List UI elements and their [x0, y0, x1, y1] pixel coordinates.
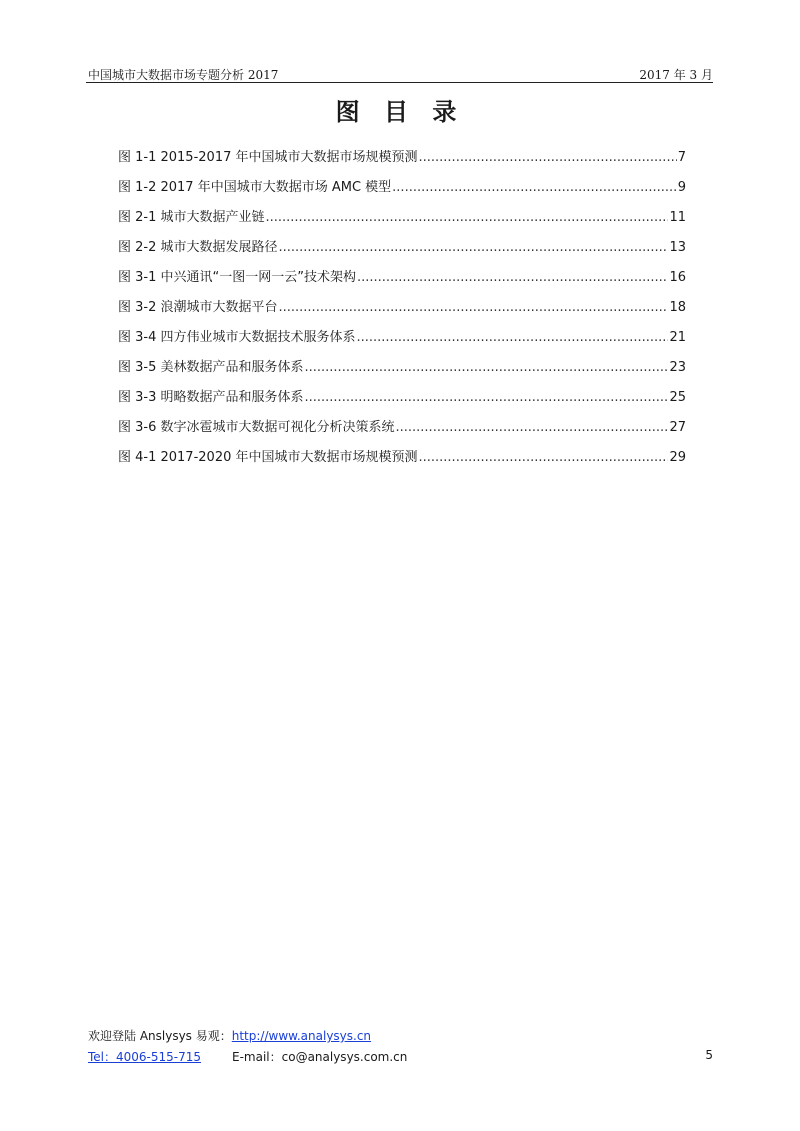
header-date: 2017 年 3 月	[639, 68, 713, 82]
toc-entry-page: 13	[669, 240, 686, 255]
toc-entry-page: 21	[669, 330, 686, 345]
toc-entry-page: 25	[669, 390, 686, 405]
toc-entry-page: 16	[669, 270, 686, 285]
toc-entry[interactable]	[118, 206, 686, 236]
toc-entry[interactable]	[118, 416, 686, 446]
phone-link[interactable]: Tel：4006-515-715	[88, 1050, 202, 1064]
toc-leader-dots	[357, 270, 668, 285]
footer-welcome-text: 欢迎登陆 Anslysys 易观：	[88, 1029, 232, 1043]
toc-entry-label: 图 3-4 四方伟业城市大数据技术服务体系	[118, 330, 356, 345]
toc-leader-dots	[279, 300, 669, 315]
page-header	[88, 66, 713, 82]
page-number: 5	[705, 1048, 713, 1062]
toc-entry[interactable]	[118, 146, 686, 176]
toc-leader-dots	[357, 330, 669, 345]
toc-entry[interactable]	[118, 266, 686, 296]
header-report-title: 中国城市大数据市场专题分析 2017	[88, 68, 279, 82]
toc-entry-label: 图 3-2 浪潮城市大数据平台	[118, 300, 278, 315]
website-link[interactable]: http://www.analysys.cn	[231, 1029, 372, 1043]
toc-entry-label: 图 2-1 城市大数据产业链	[118, 210, 265, 225]
toc-entry[interactable]	[118, 446, 686, 476]
toc-leader-dots	[419, 450, 669, 465]
toc-entry-label: 图 3-1 中兴通讯“一图一网一云”技术架构	[118, 270, 356, 285]
toc-entry-page: 23	[669, 360, 686, 375]
toc-entry-label: 图 3-6 数字冰雹城市大数据可视化分析决策系统	[118, 420, 395, 435]
toc-entry-page: 27	[669, 420, 686, 435]
toc-entry[interactable]	[118, 296, 686, 326]
toc-leader-dots	[305, 360, 669, 375]
footer-website-line	[88, 1027, 713, 1044]
toc-leader-dots	[396, 420, 669, 435]
toc-leader-dots	[266, 210, 669, 225]
toc-entry-page: 7	[677, 150, 686, 165]
footer-contact-line	[88, 1048, 713, 1064]
toc-entry-label: 图 1-1 2015-2017 年中国城市大数据市场规模预测	[118, 150, 418, 165]
toc-leader-dots	[419, 150, 677, 165]
toc-entry[interactable]	[118, 176, 686, 206]
toc-leader-dots	[305, 390, 669, 405]
toc-entry-page: 9	[677, 180, 686, 195]
toc-entry-label: 图 2-2 城市大数据发展路径	[118, 240, 278, 255]
toc-entry[interactable]	[118, 386, 686, 416]
page-title: 图 目 录	[335, 98, 465, 126]
toc-entry-label: 图 3-3 明略数据产品和服务体系	[118, 390, 304, 405]
toc-entry-label: 图 4-1 2017-2020 年中国城市大数据市场规模预测	[118, 450, 418, 465]
toc-entry[interactable]	[118, 236, 686, 266]
footer-email: E-mail：co@analysys.com.cn	[232, 1050, 408, 1064]
toc-entry-page: 18	[669, 300, 686, 315]
toc-entry-page: 11	[669, 210, 686, 225]
toc-leader-dots	[279, 240, 669, 255]
toc-leader-dots	[392, 180, 677, 195]
toc-entry-label: 图 1-2 2017 年中国城市大数据市场 AMC 模型	[118, 180, 392, 195]
toc-entry-label: 图 3-5 美林数据产品和服务体系	[118, 360, 304, 375]
toc-entry[interactable]	[118, 356, 686, 386]
header-divider	[86, 82, 713, 83]
toc-entry[interactable]	[118, 326, 686, 356]
figure-list	[118, 146, 686, 476]
toc-entry-page: 29	[669, 450, 686, 465]
